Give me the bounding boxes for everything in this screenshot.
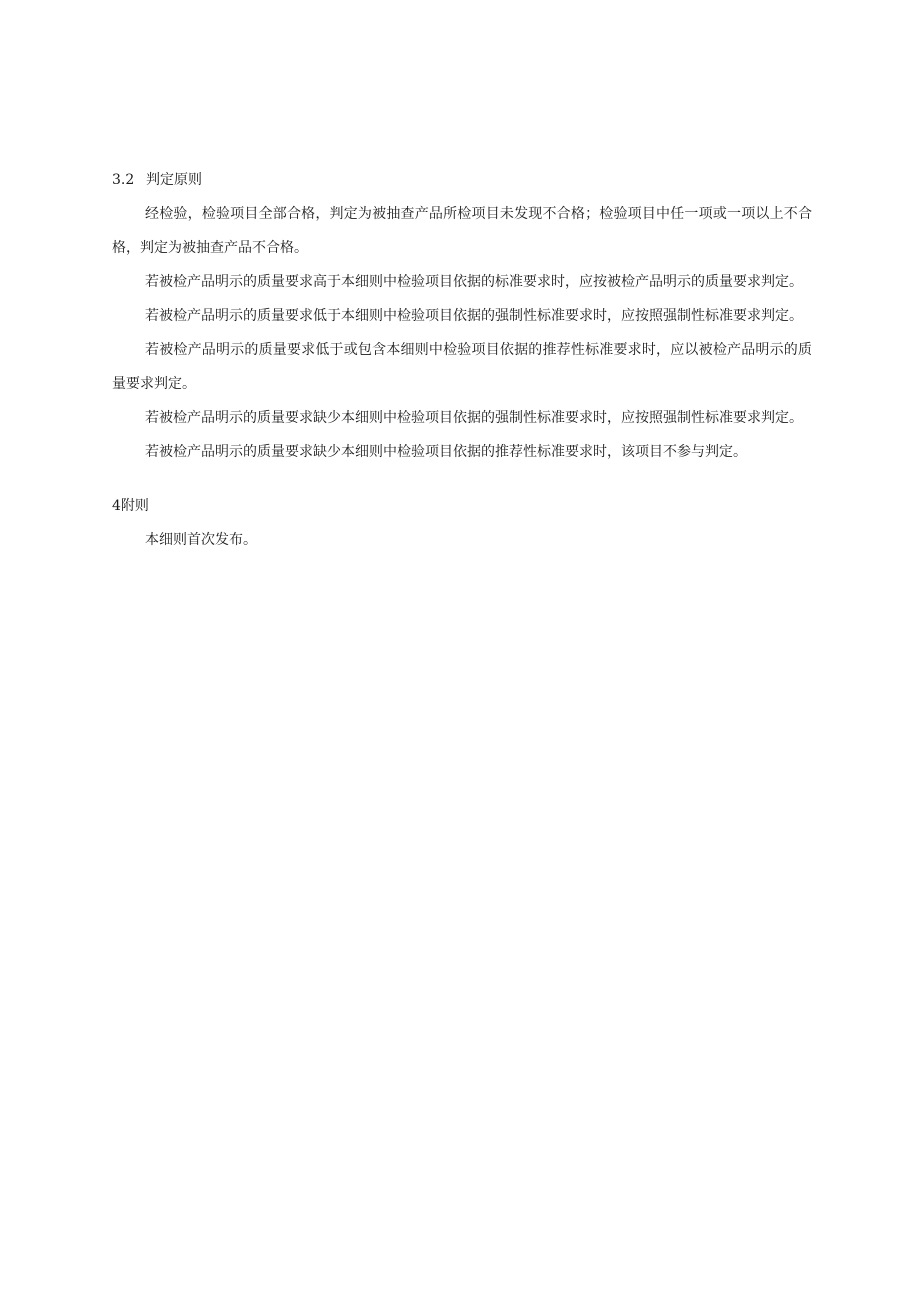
paragraph-lower-recommended: 若被检产品明示的质量要求低于或包含本细则中检验项目依据的推荐性标准要求时，应以被检产品明示的质量要求判定。 [112,342,812,392]
section-4-heading: 4附则 [112,498,149,514]
section-3-2-number: 3.2 [112,172,135,188]
document-content [112,163,812,557]
section-3-2-title: 判定原则 [146,172,202,188]
paragraph-missing-recommended: 若被检产品明示的质量要求缺少本细则中检验项目依据的推荐性标准要求时，该项目不参与判定。 [145,444,747,460]
paragraph-inspection-result: 经检验，检验项目全部合格，判定为被抽查产品所检项目未发现不合格；检验项目中任一项或一项以上不合格，判定为被抽查产品不合格。 [112,206,812,256]
paragraph-higher-requirement: 若被检产品明示的质量要求高于本细则中检验项目依据的标准要求时，应按被检产品明示的质量要求判定。 [145,274,803,290]
section-spacer [112,469,812,489]
paragraph-lower-mandatory: 若被检产品明示的质量要求低于本细则中检验项目依据的强制性标准要求时，应按照强制性标准要求判定。 [145,308,803,324]
paragraph-missing-mandatory: 若被检产品明示的质量要求缺少本细则中检验项目依据的强制性标准要求时，应按照强制性标准要求判定。 [145,410,803,426]
section-3-2-heading [112,163,812,197]
paragraph-first-release: 本细则首次发布。 [145,532,257,548]
